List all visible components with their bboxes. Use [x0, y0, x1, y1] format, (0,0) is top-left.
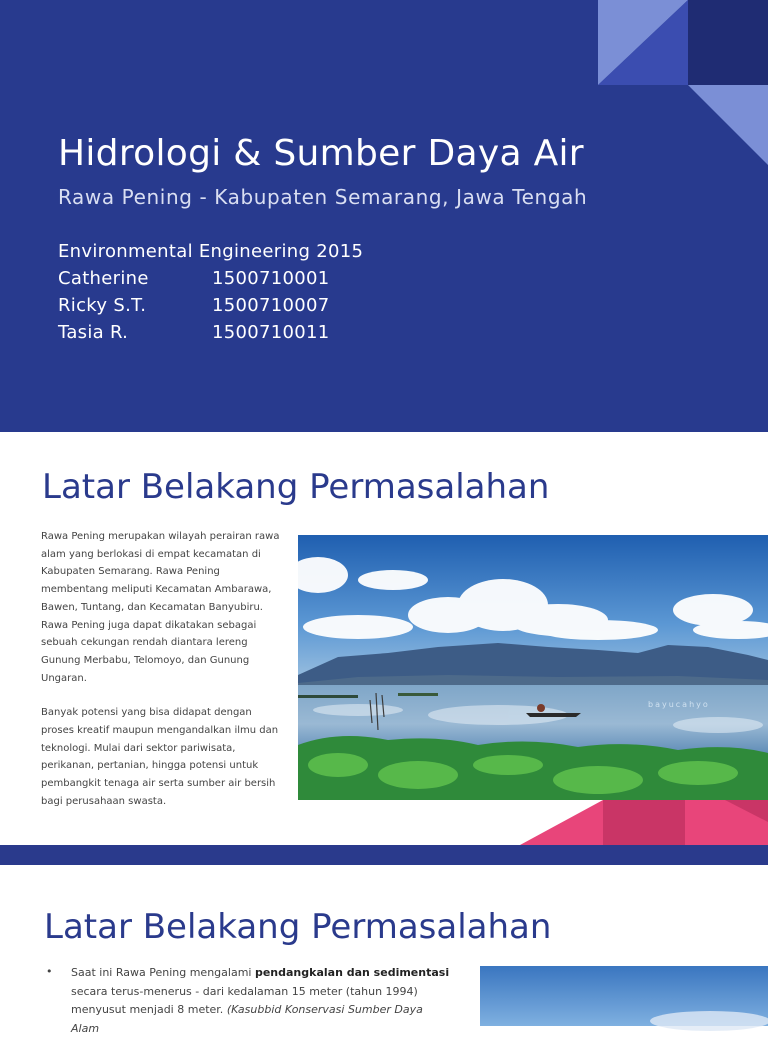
member-id: 1500710001: [212, 268, 330, 289]
member-id: 1500710011: [212, 322, 330, 343]
slide-gap: [0, 432, 768, 442]
decor-square-dark: [688, 0, 768, 85]
bullet-text-italic: (Kasubbid Konservasi Sumber Daya Alam: [71, 1003, 423, 1035]
decor-pink-square: [603, 800, 685, 845]
member-row: [58, 265, 363, 292]
presentation-title: Hidrologi & Sumber Daya Air: [58, 133, 584, 174]
corner-decoration: [0, 0, 768, 432]
bullet-text-bold: pendangkalan dan sedimentasi: [254, 966, 450, 979]
background-slide: [0, 442, 768, 845]
member-row: [58, 292, 363, 319]
bullet-marker: •: [46, 965, 53, 978]
member-name: Tasia R.: [58, 322, 129, 343]
member-name: Ricky S.T.: [58, 295, 147, 316]
bullet-text: [71, 964, 451, 1038]
paragraph: Banyak potensi yang bisa didapat dengan proses kreatif maupun mengandalkan ilmu dan teknologi. Mulai dari sektor pariwisata, perikanan, pertanian, hingga potensi untuk pembangkit tenaga air serta sumber air bersih bagi perusahaan swasta.: [41, 707, 279, 807]
title-slide: [0, 0, 768, 432]
background-slide-2: [0, 865, 768, 1035]
member-id: 1500710007: [212, 295, 330, 316]
photo-credit: bayucahyo: [648, 700, 710, 709]
program-label: Environmental Engineering 2015: [58, 241, 364, 262]
bottom-corner-decoration: [0, 442, 768, 845]
decor-triangle-light-lower: [688, 85, 768, 165]
decor-pink-triangle: [520, 800, 603, 845]
slide-title: Latar Belakang Permasalahan: [44, 907, 552, 947]
member-row: [58, 319, 363, 346]
slide-title: Latar Belakang Permasalahan: [42, 467, 550, 507]
slide-divider: [0, 845, 768, 865]
author-info: [58, 238, 363, 346]
paragraph: Rawa Pening merupakan wilayah perairan rawa alam yang berlokasi di empat kecamatan di Kabupaten Semarang. Rawa Pening membentang meliputi Kecamatan Ambarawa, Bawen, Tuntang, dan Kecamatan Banyubiru. Rawa Pening juga dapat dikatakan sebagai sebuah cekungan rendah diantara lereng Gunung Merbabu, Telomoyo, dan Gunung Ungaran.: [41, 531, 280, 684]
member-name: Catherine: [58, 268, 149, 289]
bullet-text-part: Saat ini Rawa Pening mengalami: [71, 966, 255, 979]
sky-photo: [480, 966, 768, 1026]
presentation-subtitle: Rawa Pening - Kabupaten Semarang, Jawa Tengah: [58, 185, 588, 209]
bullet-text-part: secara terus-menerus - dari kedalaman 15 meter (tahun 1994) menyusut menjadi 8 meter.: [71, 984, 418, 1016]
cloud: [650, 1011, 768, 1031]
